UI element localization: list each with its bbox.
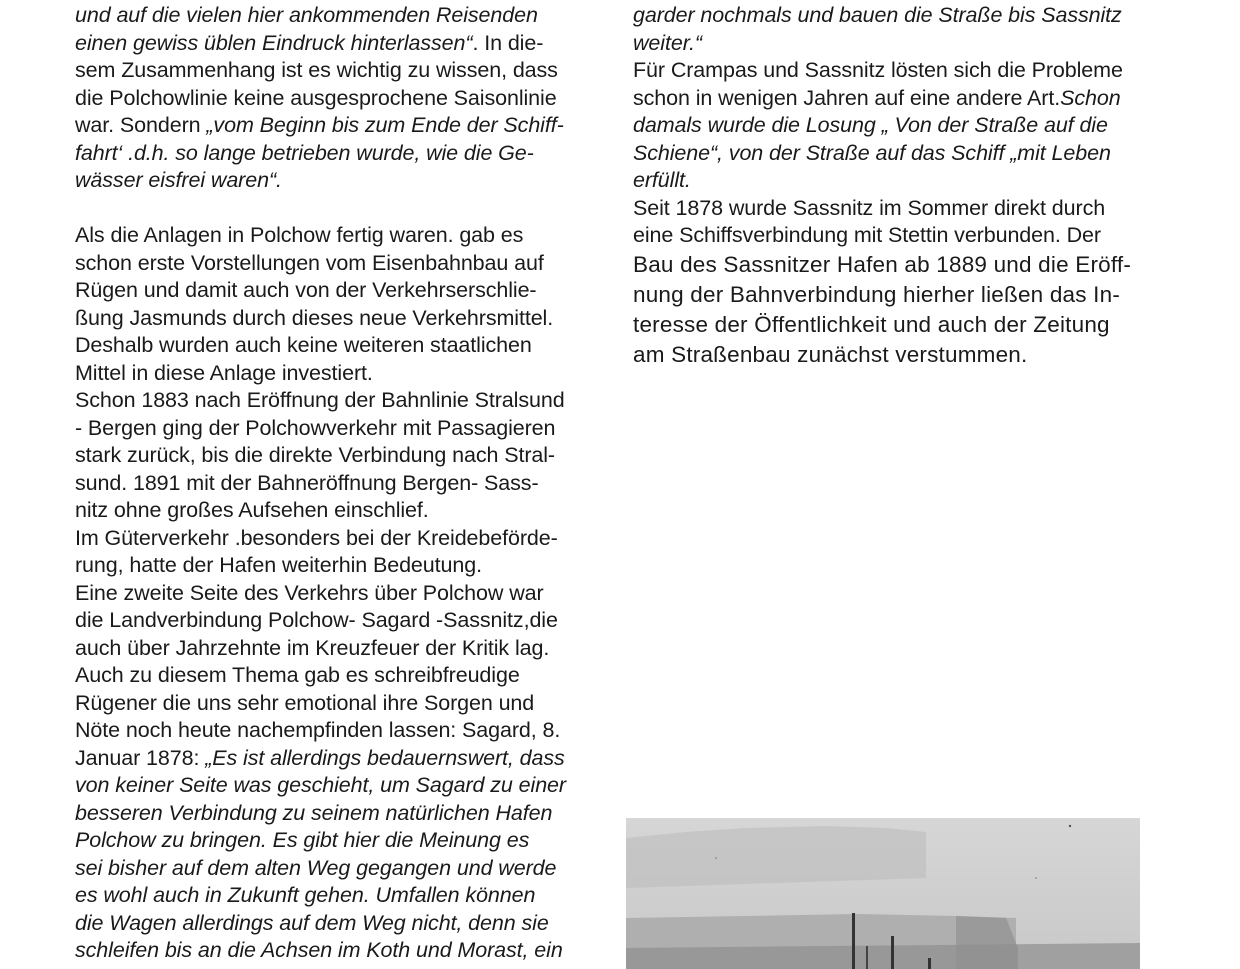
italic-quote-text: Schiene“, von der Straße auf das Schiff „mit Leben [633, 140, 1111, 165]
text-line [75, 167, 615, 195]
historic-photo-icon [626, 818, 1140, 969]
body-text: Für Crampas und Sassnitz lösten sich die Probleme [633, 58, 1123, 82]
text-line [633, 310, 1173, 340]
body-text: Januar 1878: [75, 745, 206, 770]
body-text: Als die Anlagen in Polchow fertig waren. gab es [75, 223, 524, 247]
body-text: Nöte noch heute nachempfinden lassen: Sagard, 8. [75, 718, 561, 742]
text-line [633, 112, 1173, 140]
italic-quote-text: weiter.“ [633, 30, 702, 55]
body-text: Rügen und damit auch von der Verkehrserschlie- [75, 278, 537, 302]
body-text: schon erste Vorstellungen vom Eisenbahnbau auf [75, 250, 544, 275]
body-text: . In die- [472, 30, 544, 55]
text-line [75, 662, 615, 690]
body-text: Bau des Sassnitzer Hafen ab 1889 und die Eröff- [633, 251, 1132, 277]
body-text: eine Schiffsverbindung mit Stettin verbunden. Der [633, 223, 1101, 247]
text-line [75, 387, 615, 415]
body-text: schon in wenigen Jahren auf eine andere Art. [633, 85, 1061, 110]
text-line [75, 112, 615, 140]
text-line [75, 360, 615, 388]
italic-quote-text: schleifen bis an die Achsen im Koth und Morast, ein [75, 938, 563, 962]
body-text: sund. 1891 mit der Bahneröffnung Bergen- Sass- [75, 470, 539, 495]
body-text: stark zurück, bis die direkte Verbindung nach Stral- [75, 443, 555, 467]
italic-quote-text: die Wagen allerdings auf dem Weg nicht, denn sie [75, 910, 549, 935]
text-line [75, 2, 615, 30]
text-line [75, 30, 615, 58]
text-line [75, 855, 615, 883]
body-text: Auch zu diesem Thema gab es schreibfreudige [75, 663, 520, 687]
body-text: Eine zweite Seite des Verkehrs über Polchow war [75, 580, 544, 605]
italic-quote-text: es wohl auch in Zukunft gehen. Umfallen können [75, 883, 536, 907]
body-text: Rügener die uns sehr emotional ihre Sorgen und [75, 690, 535, 715]
text-line [75, 745, 615, 773]
text-line [633, 2, 1173, 30]
body-text: war. Sondern [75, 113, 207, 137]
text-line [633, 340, 1173, 370]
italic-quote-text: sei bisher auf dem alten Weg gegangen und werde [75, 855, 557, 880]
italic-quote-text: Polchow zu bringen. Es gibt hier die Meinung es [75, 828, 530, 852]
italic-quote-text: damals wurde die Losung „ Von der Straße auf die [633, 113, 1108, 137]
body-text: Seit 1878 wurde Sassnitz im Sommer direkt durch [633, 195, 1106, 220]
body-text: Im Güterverkehr .besonders bei der Kreidebeförde- [75, 525, 558, 550]
text-line [75, 525, 615, 553]
body-text: nitz ohne großes Aufsehen einschlief. [75, 498, 429, 522]
italic-quote-text: „Es ist allerdings bedauernswert, dass [205, 745, 565, 770]
text-line [633, 85, 1173, 113]
text-line [633, 222, 1173, 250]
text-line [75, 277, 615, 305]
italic-quote-text: einen gewiss üblen Eindruck hinterlassen“ [75, 30, 473, 55]
text-line [633, 167, 1173, 195]
text-line [75, 800, 615, 828]
text-line [633, 280, 1173, 310]
text-line [75, 497, 615, 525]
text-line [75, 57, 615, 85]
italic-quote-text: garder nochmals und bauen die Straße bis Sassnitz [633, 3, 1122, 27]
italic-quote-text: erfüllt. [633, 168, 691, 192]
text-line [633, 30, 1173, 58]
body-text: Mittel in diese Anlage investiert. [75, 360, 373, 385]
text-line [75, 552, 615, 580]
historic-photo [626, 818, 1140, 969]
text-line [75, 222, 615, 250]
italic-quote-text: fahrt‘ .d.h. so lange betrieben wurde, wie die Ge- [75, 140, 534, 165]
body-text: nung der Bahnverbindung hierher ließen das In- [633, 281, 1121, 307]
text-line [633, 250, 1173, 280]
italic-quote-text: Schon [1060, 85, 1121, 110]
text-line [75, 717, 615, 745]
text-line [75, 937, 615, 965]
text-line [75, 827, 615, 855]
text-line [75, 635, 615, 663]
body-text: - Bergen ging der Polchowverkehr mit Passagieren [75, 415, 556, 440]
text-line [75, 332, 615, 360]
italic-quote-text: und auf die vielen hier ankommenden Reisenden [75, 3, 538, 27]
text-line [633, 57, 1173, 85]
text-line [75, 85, 615, 113]
italic-quote-text: wässer eisfrei waren“. [75, 168, 282, 192]
body-text: Schon 1883 nach Eröffnung der Bahnlinie Stralsund [75, 388, 565, 412]
text-line [75, 250, 615, 278]
text-line [75, 195, 615, 223]
text-line [633, 140, 1173, 168]
text-line [75, 772, 615, 800]
body-text: auch über Jahrzehnte im Kreuzfeuer der Kritik lag. [75, 635, 550, 660]
text-line [75, 470, 615, 498]
text-line [75, 140, 615, 168]
body-text: rung, hatte der Hafen weiterhin Bedeutung. [75, 553, 482, 577]
body-text: sem Zusammenhang ist es wichtig zu wissen, dass [75, 58, 558, 82]
text-line [75, 580, 615, 608]
body-text: die Polchowlinie keine ausgesprochene Saisonlinie [75, 85, 557, 110]
text-line [75, 305, 615, 333]
text-line [75, 690, 615, 718]
body-text: die Landverbindung Polchow- Sagard -Sassnitz,die [75, 608, 558, 632]
body-text: am Straßenbau zunächst verstummen. [633, 341, 1028, 367]
text-line [75, 415, 615, 443]
left-text-column [75, 2, 615, 965]
text-line [75, 442, 615, 470]
body-text: ßung Jasmunds durch dieses neue Verkehrsmittel. [75, 305, 554, 330]
text-line [633, 195, 1173, 223]
text-line [75, 882, 615, 910]
body-text: Deshalb wurden auch keine weiteren staatlichen [75, 333, 532, 357]
right-text-column [633, 2, 1173, 370]
italic-quote-text: „vom Beginn bis zum Ende der Schiff- [206, 113, 564, 137]
text-line [75, 910, 615, 938]
text-line [75, 607, 615, 635]
italic-quote-text: besseren Verbindung zu seinem natürlichen Hafen [75, 800, 553, 825]
body-text: teresse der Öffentlichkeit und auch der Zeitung [633, 311, 1110, 337]
italic-quote-text: von keiner Seite was geschieht, um Sagard zu einer [75, 773, 566, 797]
